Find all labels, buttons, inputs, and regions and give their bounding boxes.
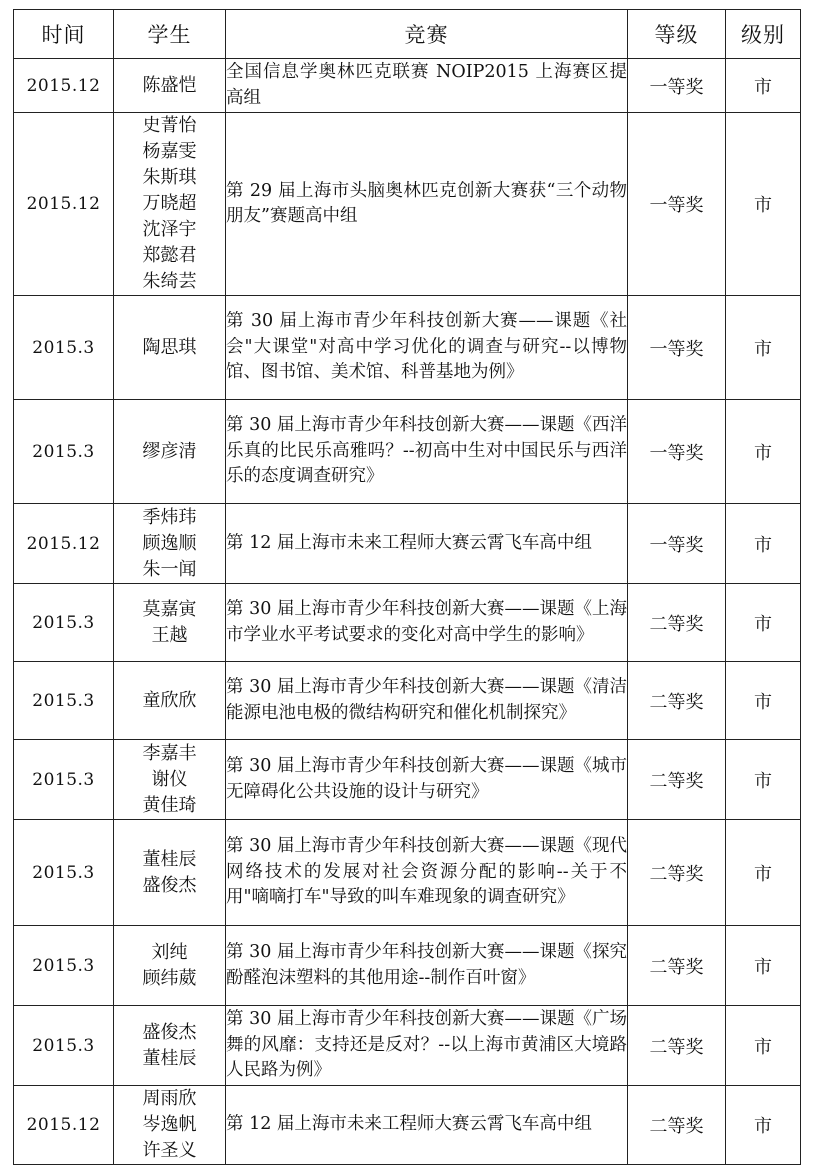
cell-students	[114, 59, 226, 113]
cell-competition: 第 12 届上海市未来工程师大赛云霄飞车高中组	[226, 1086, 628, 1165]
awards-table	[13, 9, 801, 1165]
cell-competition: 第 30 届上海市青少年科技创新大赛——课题《广场舞的风靡：支持还是反对？--以上海市黄浦区大境路人民路为例》	[226, 1006, 628, 1086]
cell-time: 2015.12	[14, 113, 114, 296]
cell-students	[114, 740, 226, 820]
student-name: 史菁怡	[142, 115, 197, 136]
cell-level: 市	[726, 400, 801, 504]
cell-level: 市	[726, 926, 801, 1006]
student-name: 董桂辰	[142, 848, 197, 870]
table-row	[14, 662, 801, 740]
cell-grade: 一等奖	[628, 504, 726, 584]
table-row	[14, 400, 801, 504]
cell-competition: 全国信息学奥林匹克联赛 NOIP2015 上海赛区提高组	[226, 59, 628, 113]
student-name: 李嘉丰	[142, 742, 197, 764]
table-row	[14, 1006, 801, 1086]
cell-grade: 一等奖	[628, 113, 726, 296]
table-row	[14, 296, 801, 400]
cell-grade: 一等奖	[628, 400, 726, 504]
student-name: 朱斯琪	[142, 167, 197, 188]
cell-level: 市	[726, 740, 801, 820]
cell-time: 2015.3	[14, 400, 114, 504]
cell-competition: 第 30 届上海市青少年科技创新大赛——课题《社会"大课堂"对高中学习优化的调查与研究--以博物馆、图书馆、美术馆、科普基地为例》	[226, 296, 628, 400]
student-name: 盛俊杰	[142, 1021, 197, 1043]
cell-level: 市	[726, 1006, 801, 1086]
header-row	[14, 10, 801, 59]
cell-students	[114, 504, 226, 584]
table-row	[14, 584, 801, 662]
cell-level: 市	[726, 59, 801, 113]
cell-time: 2015.3	[14, 662, 114, 740]
cell-level: 市	[726, 296, 801, 400]
header-level: 级别	[726, 10, 801, 59]
cell-students	[114, 400, 226, 504]
cell-competition: 第 30 届上海市青少年科技创新大赛——课题《清洁能源电池电极的微结构研究和催化机制探究》	[226, 662, 628, 740]
cell-grade: 二等奖	[628, 584, 726, 662]
student-name: 王越	[151, 624, 188, 646]
cell-level: 市	[726, 662, 801, 740]
table-row	[14, 504, 801, 584]
cell-time: 2015.12	[14, 1086, 114, 1165]
student-name: 朱一闻	[142, 558, 197, 580]
table-row	[14, 1086, 801, 1165]
cell-competition: 第 29 届上海市头脑奥林匹克创新大赛获“三个动物朋友”赛题高中组	[226, 113, 628, 296]
student-name: 董桂辰	[142, 1047, 197, 1069]
student-name: 盛俊杰	[142, 874, 197, 896]
cell-competition: 第 30 届上海市青少年科技创新大赛——课题《上海市学业水平考试要求的变化对高中学生的影响》	[226, 584, 628, 662]
student-name: 季炜玮	[142, 506, 197, 528]
student-name: 周雨欣	[142, 1088, 197, 1109]
header-time: 时间	[14, 10, 114, 59]
cell-grade: 一等奖	[628, 296, 726, 400]
cell-time: 2015.3	[14, 584, 114, 662]
student-name: 谢仪	[151, 768, 188, 790]
header-grade: 等级	[628, 10, 726, 59]
cell-students	[114, 926, 226, 1006]
table-row	[14, 926, 801, 1006]
header-student: 学生	[114, 10, 226, 59]
cell-grade: 二等奖	[628, 1086, 726, 1165]
student-name: 郑懿君	[142, 245, 197, 266]
cell-students	[114, 1086, 226, 1165]
student-name: 岑逸帆	[142, 1114, 197, 1135]
cell-competition: 第 30 届上海市青少年科技创新大赛——课题《西洋乐真的比民乐高雅吗？--初高中生对中国民乐与西洋乐的态度调查研究》	[226, 400, 628, 504]
student-name: 许圣义	[142, 1140, 197, 1161]
table-body	[14, 59, 801, 1165]
cell-time: 2015.12	[14, 504, 114, 584]
table-row	[14, 740, 801, 820]
cell-students	[114, 1006, 226, 1086]
cell-competition: 第 30 届上海市青少年科技创新大赛——课题《现代网络技术的发展对社会资源分配的影响--关于不用"嘀嘀打车"导致的叫车难现象的调查研究》	[226, 820, 628, 926]
student-name: 万晓超	[142, 193, 197, 214]
table-row	[14, 59, 801, 113]
cell-competition: 第 12 届上海市未来工程师大赛云霄飞车高中组	[226, 504, 628, 584]
cell-students	[114, 662, 226, 740]
header-competition: 竞赛	[226, 10, 628, 59]
student-name: 顾逸顺	[142, 532, 197, 554]
cell-students	[114, 820, 226, 926]
cell-grade: 二等奖	[628, 1006, 726, 1086]
cell-level: 市	[726, 1086, 801, 1165]
table-row	[14, 820, 801, 926]
student-name: 刘纯	[151, 941, 188, 963]
student-name: 缪彦清	[142, 440, 197, 462]
cell-time: 2015.3	[14, 926, 114, 1006]
student-name: 陶思琪	[142, 336, 197, 358]
student-name: 顾纬葳	[142, 967, 197, 989]
cell-level: 市	[726, 113, 801, 296]
cell-level: 市	[726, 820, 801, 926]
student-name: 沈泽宇	[142, 219, 197, 240]
cell-students	[114, 584, 226, 662]
student-name: 童欣欣	[142, 689, 197, 711]
cell-time: 2015.3	[14, 1006, 114, 1086]
student-name: 黄佳琦	[142, 794, 197, 816]
cell-competition: 第 30 届上海市青少年科技创新大赛——课题《城市无障碍化公共设施的设计与研究》	[226, 740, 628, 820]
student-name: 莫嘉寅	[142, 598, 197, 620]
cell-students	[114, 113, 226, 296]
table-row	[14, 113, 801, 296]
student-name: 杨嘉雯	[142, 141, 197, 162]
cell-time: 2015.3	[14, 820, 114, 926]
cell-competition: 第 30 届上海市青少年科技创新大赛——课题《探究酚醛泡沫塑料的其他用途--制作百叶窗》	[226, 926, 628, 1006]
cell-time: 2015.3	[14, 740, 114, 820]
cell-grade: 二等奖	[628, 740, 726, 820]
cell-grade: 二等奖	[628, 820, 726, 926]
student-name: 陈盛恺	[142, 74, 197, 96]
cell-level: 市	[726, 504, 801, 584]
cell-level: 市	[726, 584, 801, 662]
student-name: 朱绮芸	[142, 271, 197, 292]
cell-time: 2015.3	[14, 296, 114, 400]
cell-grade: 一等奖	[628, 59, 726, 113]
cell-time: 2015.12	[14, 59, 114, 113]
cell-students	[114, 296, 226, 400]
cell-grade: 二等奖	[628, 926, 726, 1006]
cell-grade: 二等奖	[628, 662, 726, 740]
